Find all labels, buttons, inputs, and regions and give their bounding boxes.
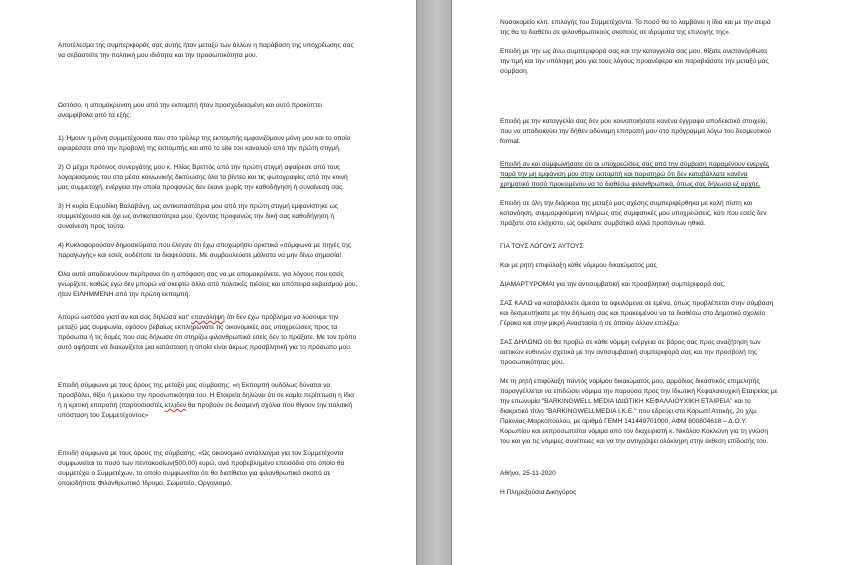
paragraph: Επειδή με την καταγγελία σας δεν μου κοινοποιήσατε κανένα έγγραφο αποδεικτικό στοιχείο, που να αποδεικνύει την δήθεν αδύναμη επιτροπή μου στο πρόγραμμα λόγω του δεσμευτικού format. [500, 118, 772, 145]
paragraph: ΣΑΣ ΚΑΛΩ να καταβάλλετε άμεσα τα οφειλόμενα σε εμένα, όπως προβλέπεται στην σύμβαση και δεσμευτήκατε με την δήλωση σας και προκειμένου να τα διαθέσω στο Δημοτικό σχολείο Γέρακα και στην μικρή Αναστασία ή σε όποιον άλλον επιλέξω. [500, 300, 774, 327]
paragraph: Απορώ ωστόσο γιατί αν και σας δηλώσα κατ' επανάληψη ότι δεν έχω πρόβλημα να λύσουμε την μεταξύ μας συμφωνία, εφόσον βεβαίως εκπληρώνατε τις οικονομικές σας υποχρεώσεις προς τα πρόσωπα ή τις δομές που σας δήλωσα ότι στηρίζω φιλανθρωπικά εσείς δεν το πράξατε. Με τον τρόπο αυτό αφήσατε να διαιωνίζεται μια κατάσταση η οποία είναι άκρως προσβλητική για το πρόσωπο μου. [58, 314, 357, 351]
document-page-right [452, 0, 860, 565]
paragraph: Ωστόσο, η απομάκρυνση μου από την εκπομπή ήταν προσχεδιασμένη και αυτό προκύπτει αναμφίβολα από τα εξής: [58, 102, 322, 119]
highlighted-paragraph: Επειδή αν και συμφωνήσατε ότι οι υποχρεώσεις σας από την σύμβαση παραμένουν ενεργές παρά την μη εμφάνιση μου στην εκπομπή και παρατηρώ ότι δεν καταβάλλατε κανένα χρηματικό ποσό προκειμένου να το διαθέσω φιλανθρωπικά, όπως σας δήλωσα εξ αρχής. [500, 161, 770, 188]
paragraph: 3) Η κυρία Ευρυδίκη Βαλαβάνη, ως αντικαταστάτρια μου από την πρώτη στιγμή εμφανίστηκε ως συμμετέχουσα και όχι ως αντικαταστάτρια μου, έχοντας προφανώς την δική σας καθοδήγηση ή συναίνεση προς τούτο. [58, 203, 339, 230]
paragraph: Και με ρητή επιφύλαξη κάθε νόμιμου δικαιώματος μας [500, 262, 657, 269]
paragraph: Επειδή σύμφωνα με τους όρους της μεταξύ μας σύμβασης: «η Εκπομπή ουδόλως δύναται να προσβάλει, θίξει ή μειώσει την προσωπικότητα του. Η Εταιρεία δηλώνει ότι σε καμία περίπτωση η ίδια η η κριτική επιτροπή (παρουσιαστές κτλ)δεν θα προβούν σε δυσμενή σχόλια που θίγουν την πολιτική υπόσταση του Συμμετέχοντος» [58, 382, 355, 419]
document-page-left [0, 0, 416, 565]
misspelled-word: κτλ)δεν [164, 402, 187, 409]
paragraph: Όλα αυτά αποδεικνύουν περίτρανα ότι η απόφαση σας να με απομακρύνετε, για λόγους που εσείς γνωρίζετε, καθώς εγώ δεν μπορώ να σκεφτώ άλλο από πολιτικές πιέσεις και απόπειρα εκβιασμού μου, ήταν ΕΙΛΗΜΜΕΝΗ από την πρώτη εκπομπή. [58, 271, 358, 298]
misspelled-word: επανάληψη [191, 314, 225, 321]
paragraph: Επειδή σε όλη την διάρκεια της μεταξύ μας σχέσης συμπεριφέρθηκα με καλή πίστη και κατανόηση, συμμορφούμενη πλήρως στις συμφατικές μου υποχρεώσεις, κάτι που εσείς δεν πράξατε στο ελάχιστο, ως οφείλατε συμβατικά αλλά προπάντων ηθικά. [500, 200, 767, 227]
paragraph: Επειδή σύμφωνα με τους όρους της σύμβασης: «Ως οικονομικό αντάλλαγμα για τον Συμμετέχοντα συμφωνείται το ποσό των πεντακοσίων(500,00) ευρώ, ανά προβεβλημένο επεισόδιο στο οποίο θα συμμετέχει ο Συμμετέχων, το οποίο συμφωνείται ότι θα διατίθεται για φιλανθρωπικό σκοπό σε οποιοδήποτε Φιλανθρωπικό Ίδρυμα, Σωματείο, Οργανισμό, [58, 450, 345, 487]
paragraph: 2) Ο μέχρι πρότινος συνεργάτης μου κ. Ηλίας Βρεττός από την πρώτη στιγμή αφαίρεσε από τους λογαριασμούς του στα μέσα κοινωνικής δικτύωσης όλα τα βίντεο και τις φωτογραφίες από την κοινή μας συμμετοχή, ενέργεια την οποία προφανώς δεν έκανε χωρίς την καθοδήγηση ή συναίνεση σας. [58, 164, 348, 191]
date-line: Αθήνα, 25-11-2020 [500, 470, 556, 477]
paragraph: ΣΑΣ ΔΗΛΩΝΩ ότι θα προβώ σε κάθε νόμιμη ενέργεια σε βάρος σας προς αναζήτηση των αστικών ευθυνών σχετικά με την αντισυμβατική συμπεριφορά σας και την προσβολή της προσωπικότητας μου. [500, 339, 761, 366]
paragraph: 4) Κυκλοφορούσαν δημοσιεύματα που έλεγαν ότι έχω αποχωρήσει οριστικά «σύμφωνα με πηγές της παραγωγής» και εσείς ουδέποτε τα διαψεύσατε. Με συμβουλεύατε μάλιστα να μην δίνω σημασία! [58, 242, 351, 259]
page-gap [416, 0, 452, 565]
section-heading: ΓΙΑ ΤΟΥΣ ΛΟΓΟΥΣ ΑΥΤΟΥΣ [500, 243, 584, 250]
paragraph: Αποτέλεσμα της συμπεριφοράς σας αυτής ήταν μεταξύ των άλλων η παράβαση της υποχρέωσης σας να σεβαστείτε την πολιτική μου ιδιότητα και την προσωπικότητα μου. [58, 42, 354, 59]
signature-line: Η Πληρεξούσια Δικηγόρος [500, 489, 577, 496]
paragraph: Με τη ρητή επιφύλαξη παντός νομίμου δικαιώματος μου, αρμόδιος δικαστικός επιμελητής παραγγέλλεται να επιδώσει νόμιμα την παρούσα προς την Ιδιωτική Κεφαλαιουχική Εταιρείας με την επωνυμία "BARKINGWELL MEDIA ΙΔΙΩΤΙΚΗ ΚΕΦΑΛΑΙΟΥΧΙΚΗ ΕΤΑΙΡΕΙΑ" και το διακριτικό τίτλο "BARKINGWELLMEDIA I.K.E." που εδρεύει στο Κορωπί Αττικής, 2ο χλμ. Παιανίας-Μαρκοπούλου, με αριθμό ΓΕΜΗ 141449701000, ΑΦΜ 800804618 – Δ.Ο.Υ. Κορωπίου και εκπροσωπείται νόμιμα από τον διαχειριστή κ. Νικόλαο Κοκλώνη για τη γνώση του και για τις νόμιμες συνέπειες και να την αντιγράψει ολόκληρη στην έκθεση επίδοσής του. [500, 378, 778, 445]
paragraph: Επειδή με την ως άνω συμπεριφορά σας και την καταγγελία σας μου, θίξατε ανεπανόρθωτα την τιμή και την υπόληψη μου για τους λόγους προανέφερα και παραβιάσατε την μεταξύ μας σύμβαση. [500, 48, 769, 75]
paragraph: 1) Ήμουν η μόνη συμμετέχουσα που στο τρέιλερ της εκπομπής εμφανιζόμουν μόνη μου και το οποίο αφαιρέσατε από την προβολή της εκπομπής και από το site του καναλιού από την πρώτη στιγμή. [58, 135, 351, 152]
paragraph: ΔΙΑΜΑΡΤΥΡΟΜΑΙ για την αντισυμβατική και προσβλητική συμπεριφορά σας. [500, 281, 726, 288]
paragraph: Νοσοκομείο κλπ. επιλογής του Συμμετέχοντα. Το ποσό θα το λαμβάνει η ίδια και με την σειρά της θα το διαθέτει σε φιλανθρωπικούς σκοπούς σε ιδρύματα της επιλογής της». [500, 19, 771, 36]
